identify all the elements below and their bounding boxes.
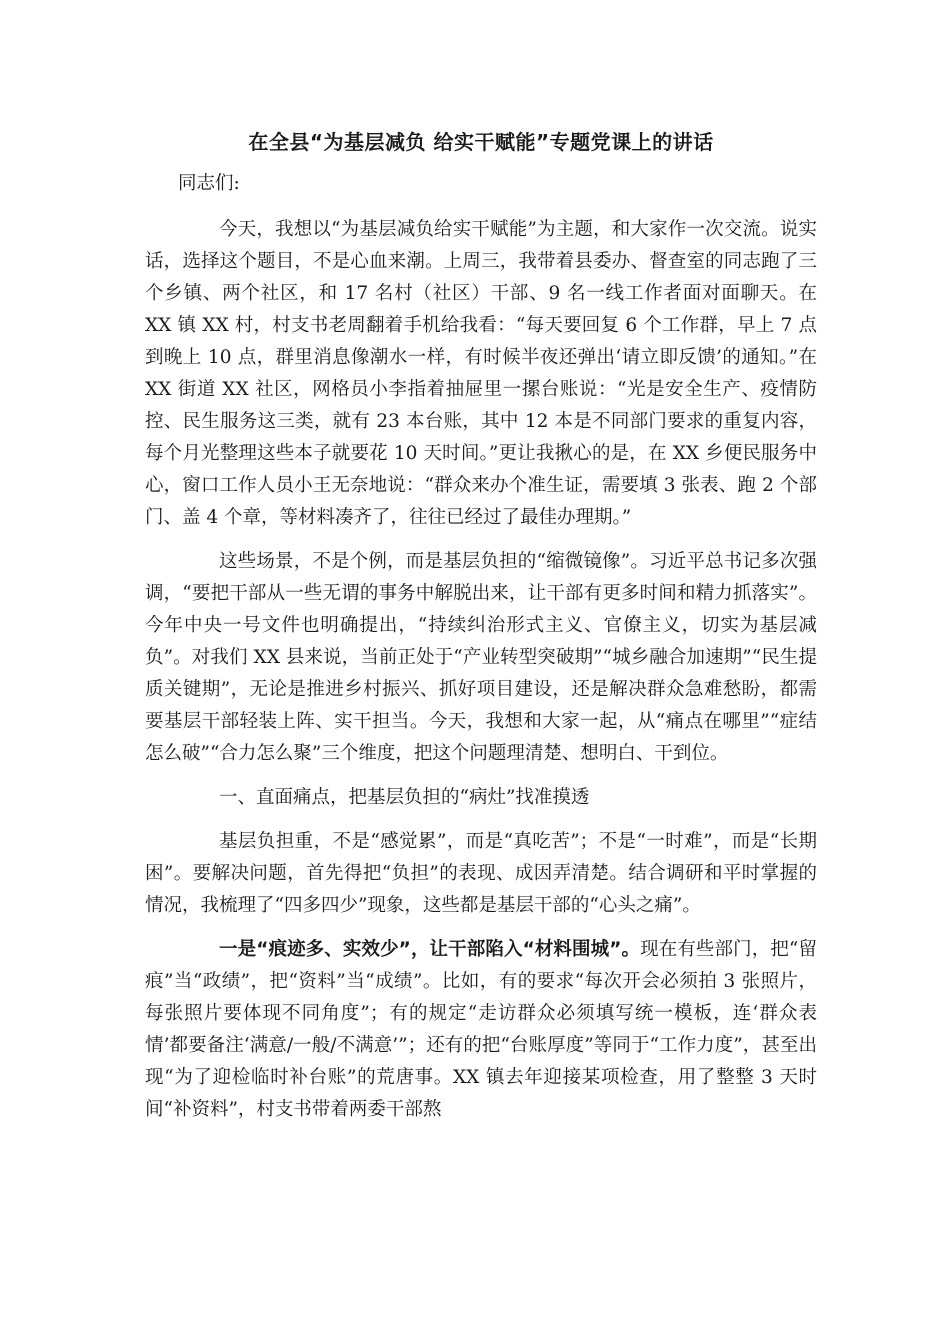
salutation: 同志们:: [178, 173, 240, 194]
document-page: [145, 112, 817, 1138]
paragraph-context: 这些场景，不是个例，而是基层负担的“缩微镜像”。习近平总书记多次强调，“要把干部从一些无谓的事务中解脱出来，让干部有更多时间和精力抓落实”。今年中央一号文件也明确提出，“持续纠治形式主义、官僚主义，切实为基层减负”。对我们 XX 县来说，当前正处于“产业转型突破期”“城乡融合加速期”“民生提质关键期”，无论是推进乡村振兴、抓好项目建设，还是解决群众急难愁盼，都需要基层干部轻装上阵、实干担当。今天，我想和大家一起，从“痛点在哪里”“症结怎么破”“合力怎么聚”三个维度，把这个问题理清楚、想明白、干到位。: [145, 551, 817, 764]
paragraph-section-intro: 基层负担重，不是“感觉累”，而是“真吃苦”；不是“一时难”，而是“长期困”。要解决问题，首先得把“负担”的表现、成因弄清楚。结合调研和平时掌握的情况，我梳理了“四多四少”现象，这些都是基层干部的“心头之痛”。: [145, 831, 817, 916]
point-one-body: 现在有些部门，把“留痕”当“政绩”，把“资料”当“成绩”。比如，有的要求“每次开会必须拍 3 张照片，每张照片要体现不同角度”；有的规定“走访群众必须填写统一模板，连‘群众表情’都要备注‘满意/一般/不满意’”；还有的把“台账厚度”等同于“工作力度”，甚至出现“为了迎检临时补台账”的荒唐事。XX 镇去年迎接某项检查，用了整整 3 天时间“补资料”，村支书带着两委干部熬: [145, 939, 817, 1120]
section-heading: 一、直面痛点，把基层负担的“病灶”找准摸透: [219, 787, 590, 808]
paragraph-intro: 今天，我想以“为基层减负给实干赋能”为主题，和大家作一次交流。说实话，选择这个题目，不是心血来潮。上周三，我带着县委办、督查室的同志跑了三个乡镇、两个社区，和 17 名村（社区）干部、9 名一线工作者面对面聊天。在 XX 镇 XX 村，村支书老周翻着手机给我看：“每天要回复 6 个工作群，早上 7 点到晚上 10 点，群里消息像潮水一样，有时候半夜还弹出‘请立即反馈’的通知。”在 XX 街道 XX 社区，网格员小李指着抽屉里一摞台账说：“光是安全生产、疫情防控、民生服务这三类，就有 23 本台账，其中 12 本是不同部门要求的重复内容，每个月光整理这些本子就要花 10 天时间。”更让我揪心的是，在 XX 乡便民服务中心，窗口工作人员小王无奈地说：“群众来办个准生证，需要填 3 张表、跑 2 个部门、盖 4 个章，等材料凑齐了，往往已经过了最佳办理期。”: [145, 219, 817, 528]
point-one-lead: 一是“痕迹多、实效少”，让干部陷入“材料围城”。: [219, 939, 641, 960]
paragraph-point-one: [145, 934, 817, 1126]
document-title: 在全县“为基层减负 给实干赋能”专题党课上的讲话: [248, 130, 714, 154]
